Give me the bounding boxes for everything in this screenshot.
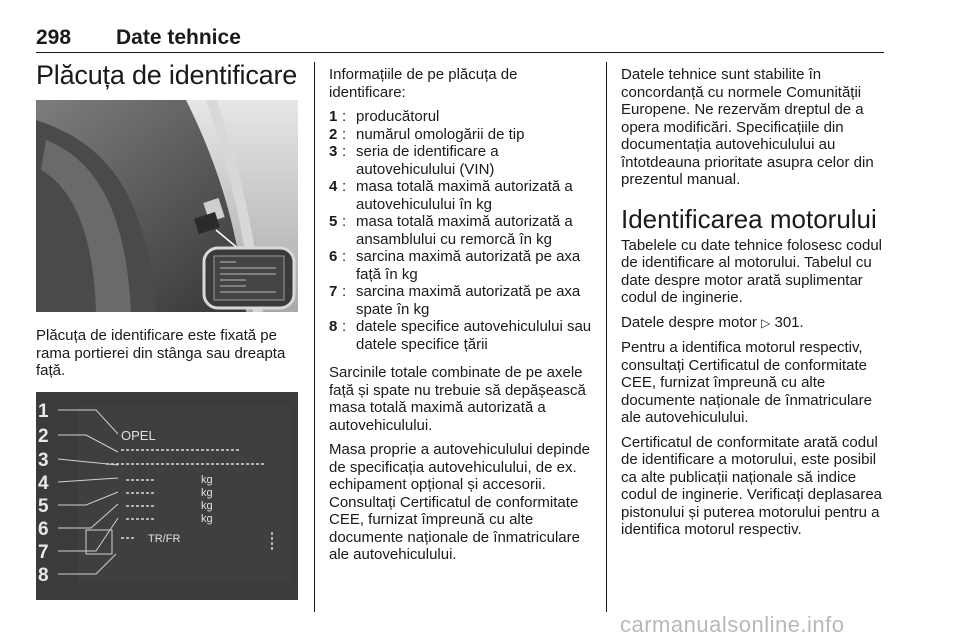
plate-heading: Plăcuța de identificare (36, 60, 298, 90)
list-item: 2 : numărul omologării de tip (329, 125, 525, 143)
callout-5: 5 (38, 496, 49, 517)
callout-3: 3 (38, 450, 49, 471)
column-divider-left (314, 62, 315, 612)
right-column (621, 66, 891, 546)
plate-caption-block (36, 327, 298, 387)
callout-7: 7 (38, 542, 49, 563)
callout-8: 8 (38, 565, 49, 586)
engine-tables-paragraph: Tabelele cu date tehnice folosesc codul de identificare al motorului. Tabelul cu date despre motor arată suplimentar codul de inginerie. (621, 236, 883, 306)
axle-load-paragraph: Sarcinile totale combinate de pe axele față și spate nu trebuie să depășească masa totală maximă autorizată a autovehiculului. (329, 364, 586, 434)
callout-2: 2 (38, 426, 49, 447)
door-frame-photo (36, 100, 298, 312)
list-item: 4 : masa totală maximă autorizată a autovehiculului în kg (329, 178, 573, 213)
certificate-paragraph: Certificatul de conformitate arată codul de identificare a motorului, este posibil ca alte publicații naționale să indice codul de inginerie. Verificați deplasarea pistonului și puterea motorului pentru a identifica motorul respectiv. (621, 433, 882, 538)
plate-info-list (329, 108, 593, 353)
list-item: 8 : datele specifice autovehiculului sau datele specifice țării (329, 318, 592, 353)
plate-unit-4: kg (201, 513, 213, 525)
middle-column (329, 66, 593, 571)
identify-engine-paragraph: Pentru a identifica motorul respectiv, consultați Certificatul de conformitate CEE, furnizat împreună cu alte documente naționale de înmatriculare ale autovehiculului. (621, 339, 872, 426)
engine-data-page-link[interactable]: 301. (774, 313, 804, 331)
column-divider-right (606, 62, 607, 612)
plate-diagram-svg (36, 392, 298, 600)
page-reference-arrow-icon: ▷ (761, 315, 771, 330)
tech-data-paragraph: Datele tehnice sunt stabilite în concordanță cu normele Comunității Europene. Ne rezervăm dreptul de a opera modificări. Specificațiile din documentația autovehiculului au întotdeauna prioritate asupra celor din prezentul manual. (621, 66, 874, 188)
callout-4: 4 (38, 473, 49, 494)
curb-weight-paragraph: Masa proprie a autovehiculului depinde de specificația autovehiculului, de ex. echipament opțional și accesorii. Consultați Certificatul de conformitate CEE, furnizat împreună cu alte documente naționale de înmatriculare ale autovehiculului. (329, 441, 591, 563)
page-number: 298 (36, 26, 72, 49)
plate-diagram (36, 392, 298, 600)
plate-unit-1: kg (201, 474, 213, 486)
door-frame-illustration (36, 100, 298, 312)
plate-caption: Plăcuța de identificare este fixată pe rama portierei din stânga sau dreapta față. (36, 327, 286, 379)
plate-brand: OPEL (121, 428, 156, 443)
list-item: 7 : sarcina maximă autorizată pe axa spate în kg (329, 283, 581, 318)
callout-6: 6 (38, 519, 49, 540)
plate-unit-3: kg (201, 500, 213, 512)
engine-data-reference: Datele despre motor ▷ 301. (621, 313, 804, 331)
page-header (36, 26, 884, 52)
header-rule (36, 52, 884, 53)
engine-id-heading: Identificarea motorului (621, 203, 877, 234)
list-item: 5 : masa totală maximă autorizată a ansamblului cu remorcă în kg (329, 213, 573, 248)
callout-1: 1 (38, 401, 49, 422)
list-item: 6 : sarcina maximă autorizată pe axa față în kg (329, 248, 581, 283)
list-item: 1 : producătorul (329, 108, 440, 125)
plate-bottom-text: TR/FR (148, 533, 181, 545)
plate-unit-2: kg (201, 487, 213, 499)
plate-info-intro: Informațiile de pe plăcuța de identificare: (329, 66, 518, 101)
list-item: 3 : seria de identificare a autovehiculului (VIN) (329, 143, 499, 178)
watermark: carmanualsonline.info (620, 612, 845, 637)
section-title: Date tehnice (116, 26, 241, 49)
